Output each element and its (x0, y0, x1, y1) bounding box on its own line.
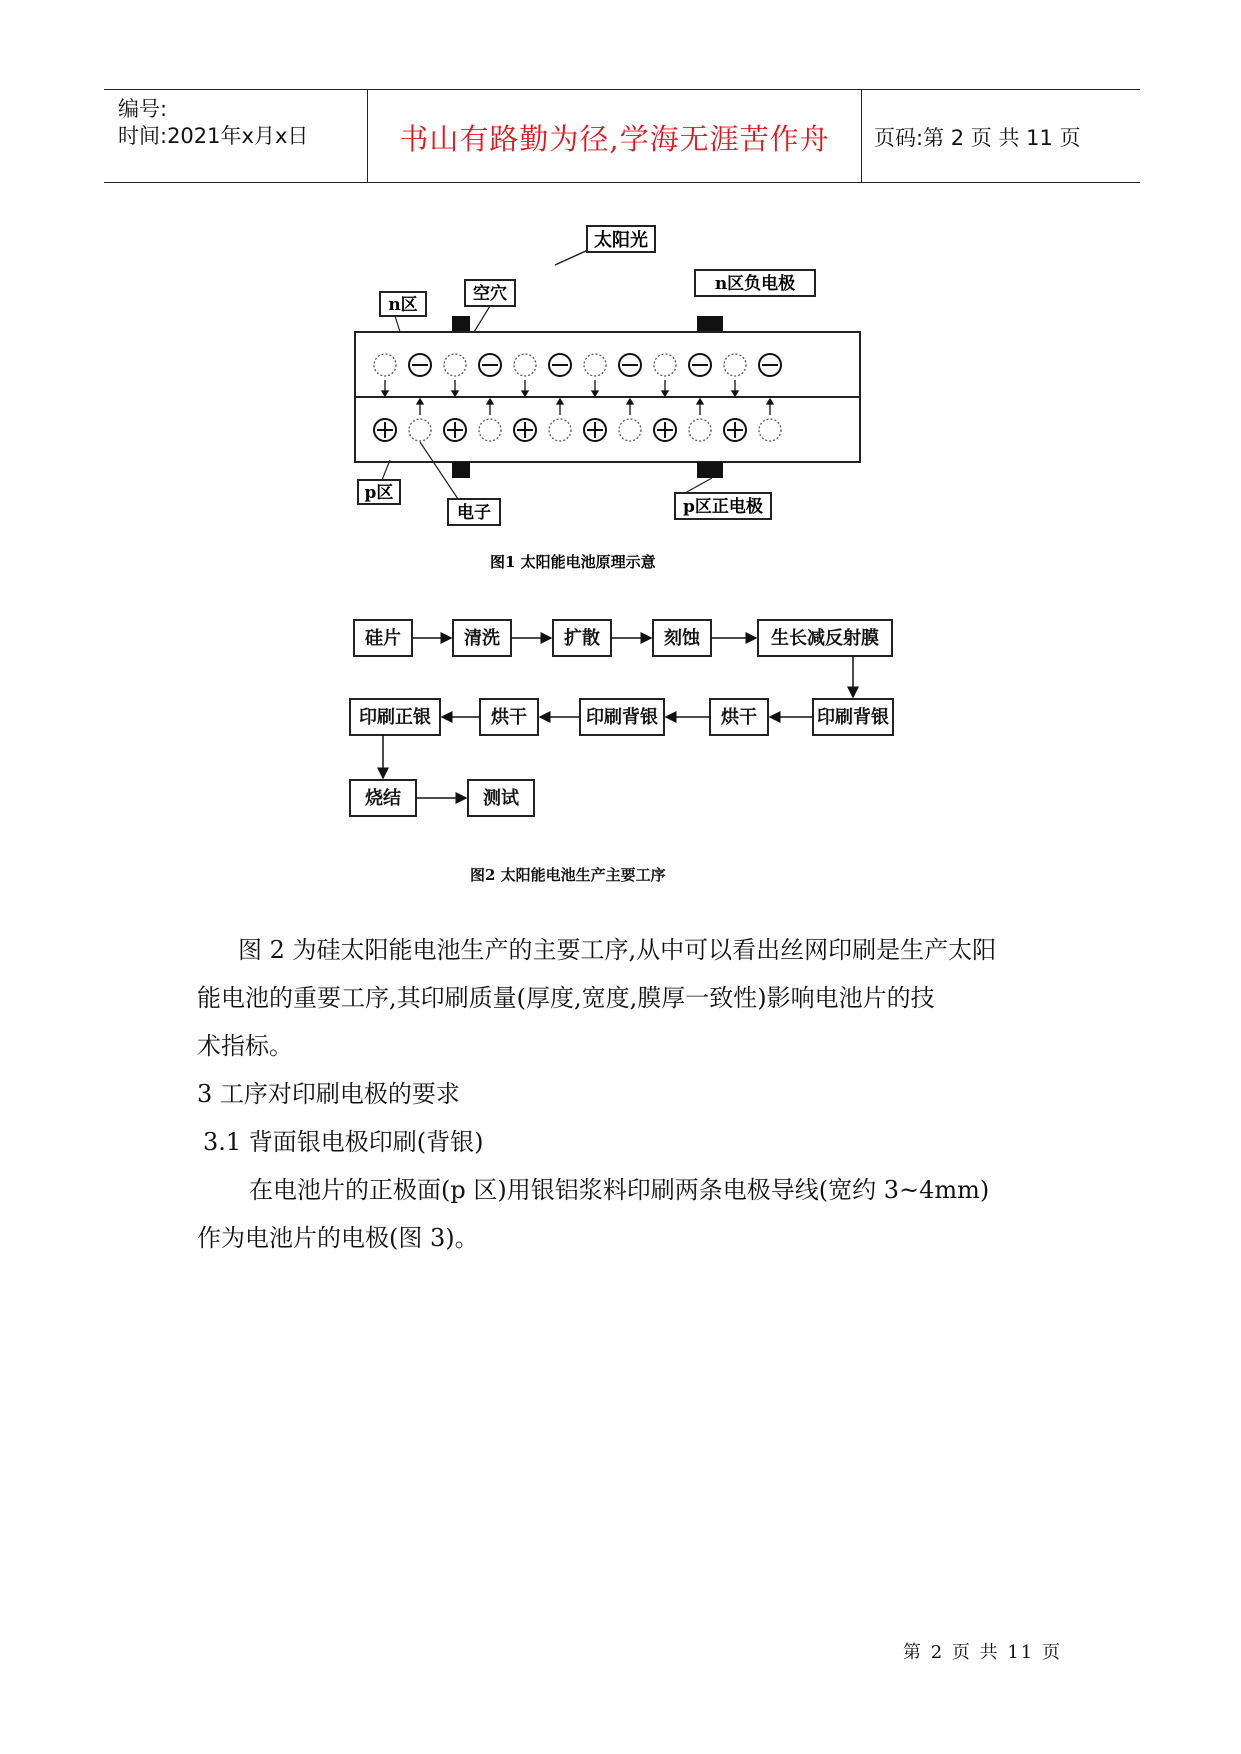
p-electrode-left (452, 462, 470, 478)
hole-label: 空穴 (473, 284, 507, 304)
header-left-cell (104, 90, 368, 182)
n-electrode-left (452, 316, 470, 332)
step-testing: 测试 (483, 788, 519, 809)
p-electrode-right (697, 462, 723, 478)
paragraph1-line3: 术指标。 (197, 1032, 293, 1060)
step-print-back-silver-1: 印刷背银 (817, 707, 889, 728)
step-print-back-silver-2: 印刷背银 (586, 707, 658, 728)
paragraph1-line1: 图 2 为硅太阳能电池生产的主要工序,从中可以看出丝网印刷是生产太阳 (238, 936, 997, 964)
paragraph2-line2: 作为电池片的电极(图 3)。 (197, 1224, 479, 1252)
figure2-caption: 图2 太阳能电池生产主要工序 (470, 866, 666, 884)
step-arc-coating: 生长减反射膜 (771, 628, 879, 649)
p-electrode-label: p区正电极 (683, 497, 763, 517)
paragraph1-line2: 能电池的重要工序,其印刷质量(厚度,宽度,膜厚一致性)影响电池片的技 (197, 984, 935, 1012)
positive-ion-icon (514, 419, 536, 441)
figure1-diagram (340, 210, 880, 575)
n-electrode-right (697, 316, 723, 332)
header-right-cell (862, 90, 1140, 182)
step-cleaning: 清洗 (464, 628, 500, 649)
positive-ion-icon (654, 419, 676, 441)
figure2-flowchart (340, 610, 920, 890)
positive-ion-icon (444, 419, 466, 441)
positive-ion-icon (584, 419, 606, 441)
step-drying-1: 烘干 (721, 707, 757, 728)
page-label: 页码:第 2 页 共 11 页 (874, 126, 1081, 150)
electron-label: 电子 (457, 503, 491, 523)
step-silicon-wafer: 硅片 (365, 628, 401, 649)
step-drying-2: 烘干 (491, 707, 527, 728)
n-region-label: n区 (388, 295, 418, 315)
sunlight-label: 太阳光 (594, 230, 648, 251)
header-center-cell (368, 90, 862, 182)
paragraph2-line1: 在电池片的正极面(p 区)用银铝浆料印刷两条电极导线(宽约 3~4mm) (249, 1176, 990, 1204)
positive-ion-icon (374, 419, 396, 441)
motto: 书山有路勤为径,学海无涯苦作舟 (399, 122, 830, 156)
page-footer: 第 2 页 共 11 页 (903, 1642, 1062, 1663)
step-etching: 刻蚀 (664, 628, 700, 649)
sunlight-pointer (555, 250, 588, 265)
p-electrode-pointer (685, 478, 712, 493)
section-3-1-heading: 3.1 背面银电极印刷(背银) (203, 1128, 484, 1156)
section-3-heading: 3 工序对印刷电极的要求 (197, 1080, 460, 1108)
step-print-front-silver: 印刷正银 (359, 707, 431, 728)
time-label: 时间:2021年x月x日 (118, 124, 309, 148)
positive-ion-icon (724, 419, 746, 441)
step-diffusion: 扩散 (564, 628, 600, 649)
figure1-caption: 图1 太阳能电池原理示意 (490, 553, 656, 571)
p-region-label: p区 (364, 483, 394, 503)
header-table (104, 89, 1140, 183)
n-electrode-label: n区负电极 (714, 274, 796, 294)
step-sintering: 烧结 (365, 788, 401, 809)
number-label: 编号: (118, 97, 168, 121)
